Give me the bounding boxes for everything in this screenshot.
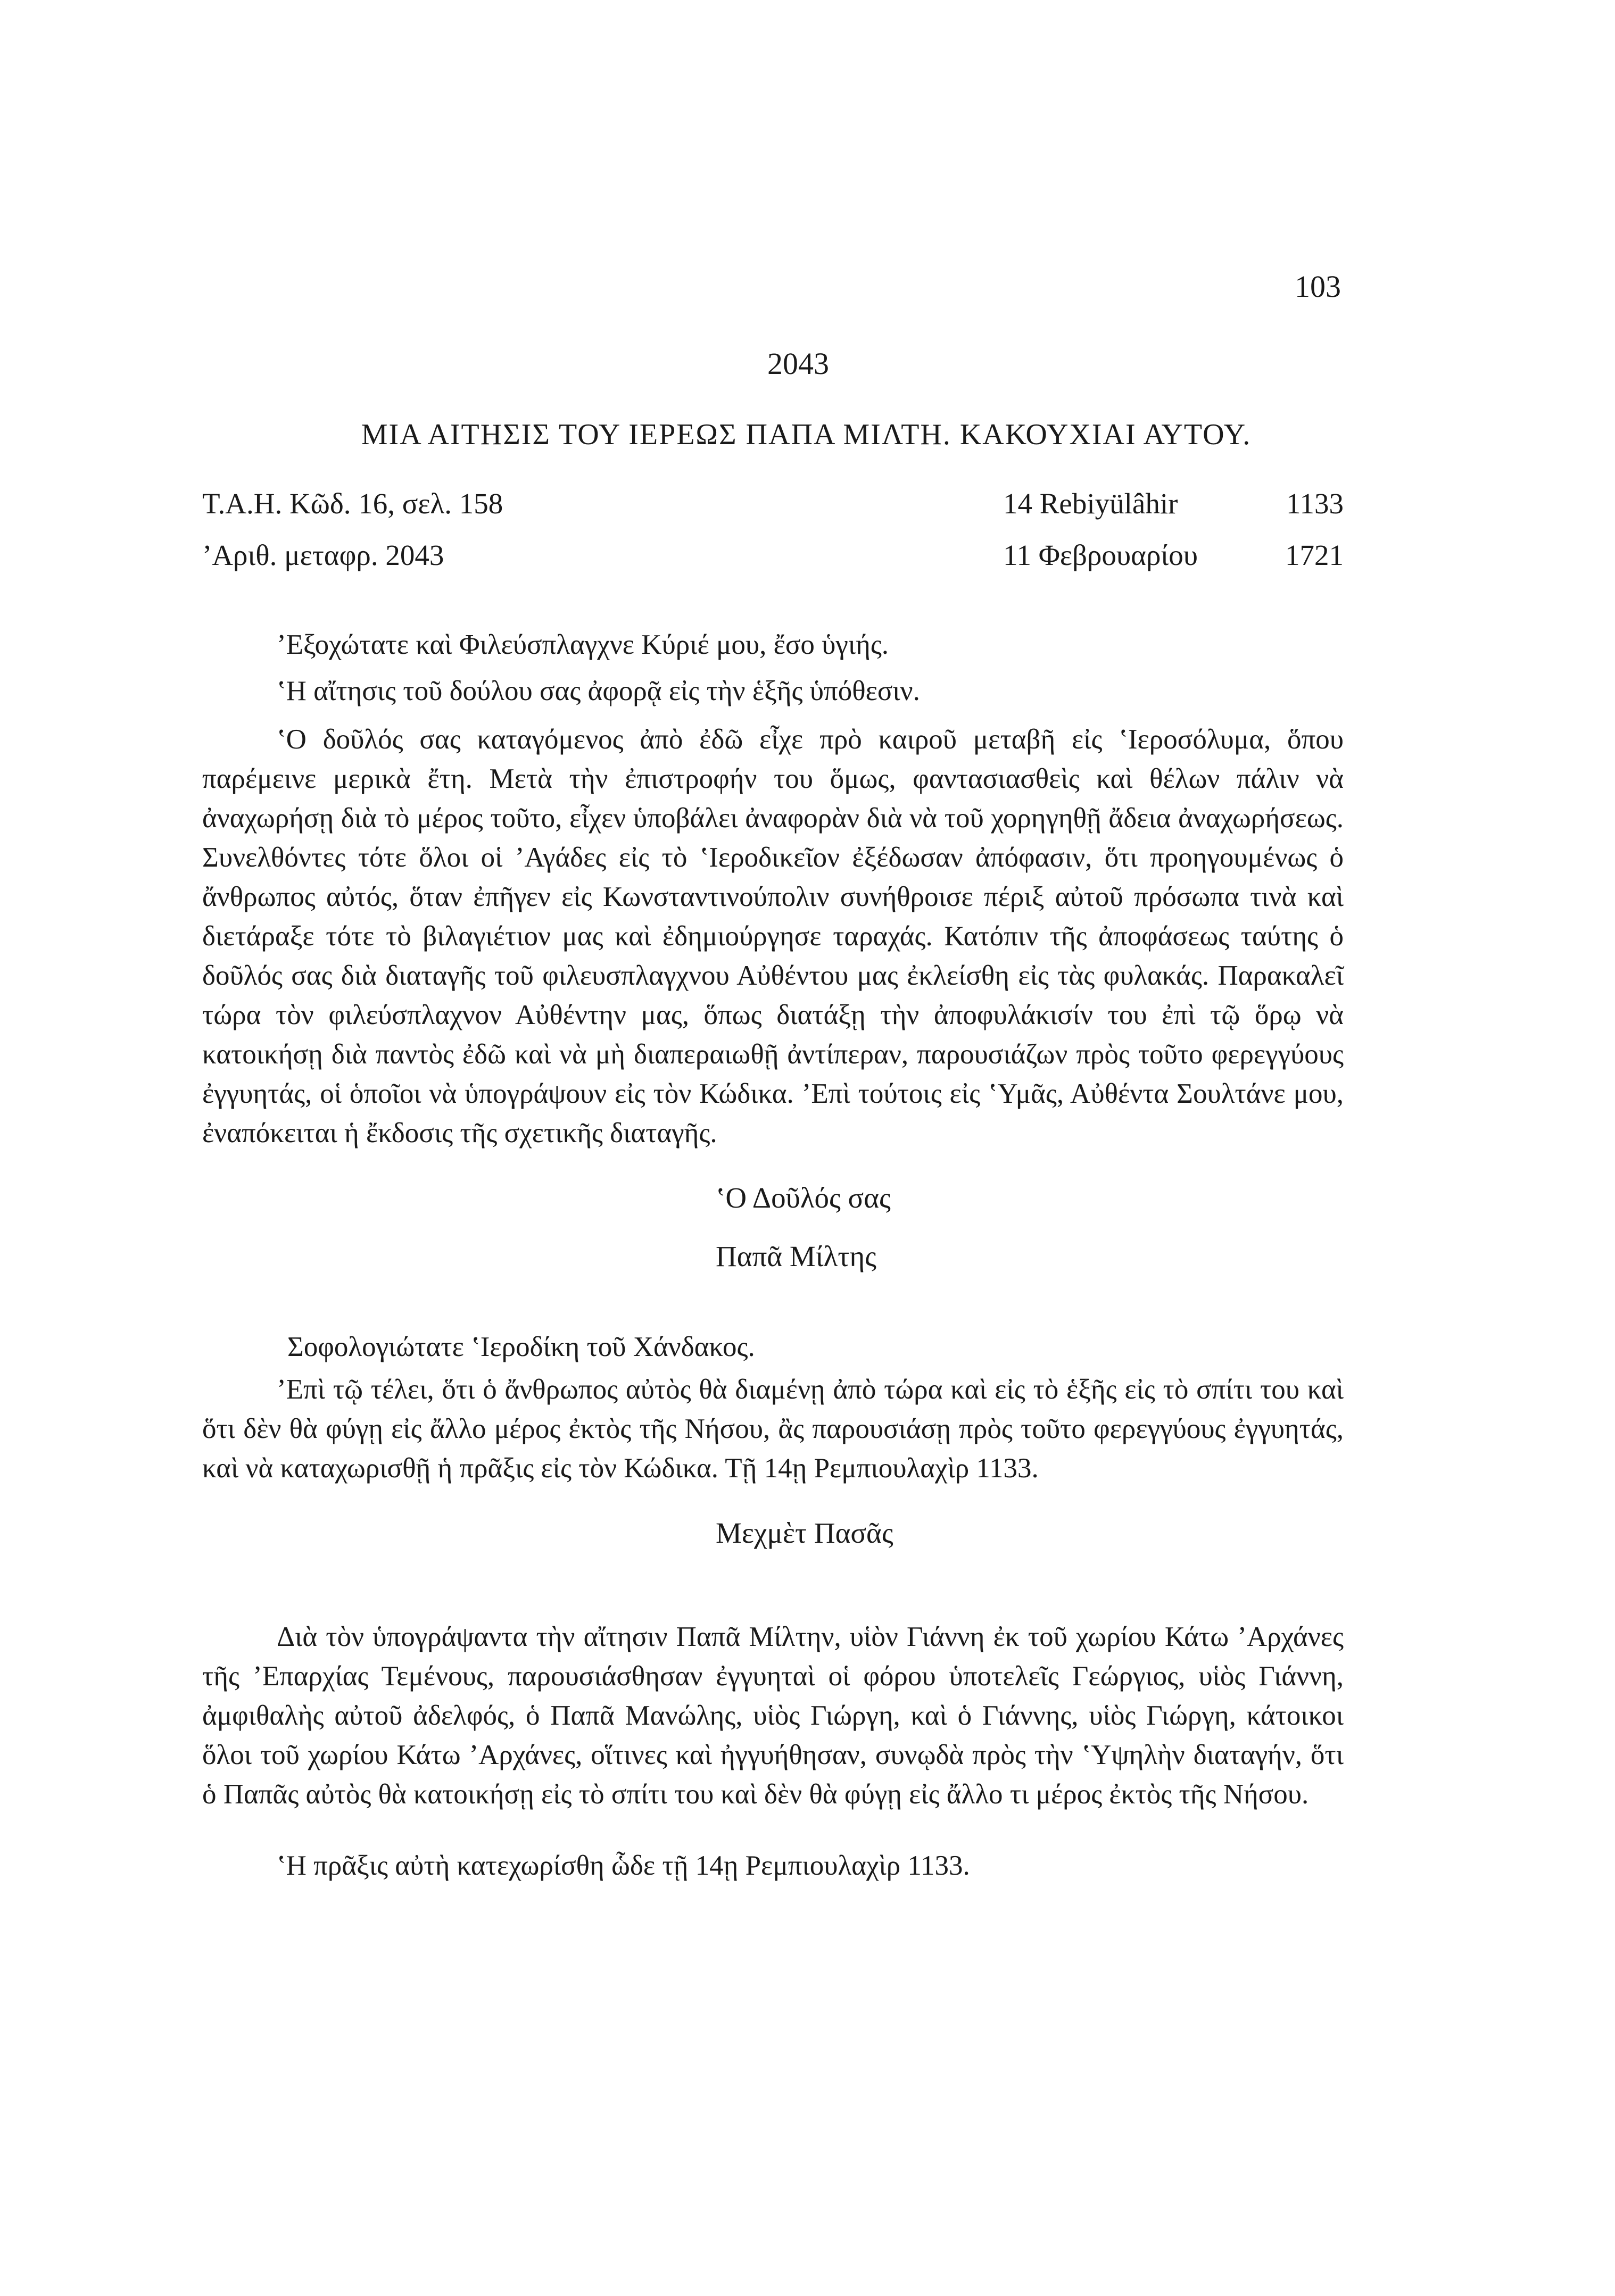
closing-formula: ʽΟ Δοῦλός σας <box>716 1182 891 1214</box>
meta-row-translation <box>202 538 1344 572</box>
greeting-line: ʼΕξοχώτατε καὶ Φιλεύσπλαγχνε Κύριέ μου, ἔσο ὑγιής. <box>277 629 889 660</box>
page-number: 103 <box>1295 269 1341 304</box>
meta-row-source <box>202 487 1344 520</box>
hijri-date <box>1003 487 1344 520</box>
document-number: 2043 <box>767 346 829 381</box>
source-reference: Τ.Α.Η. Κῶδ. 16, σελ. 158 <box>202 487 503 520</box>
pasha-order: ʼΕπὶ τῷ τέλει, ὅτι ὁ ἄνθρωπος αὐτὸς θὰ διαμένῃ ἀπὸ τώρα καὶ εἰς τὸ ἑξῆς εἰς τὸ σπίτι του καὶ ὅτι δὲν θὰ φύγῃ εἰς ἄλλο μέρος ἐκτὸς τῆς Νήσου, ἂς παρουσιάσῃ πρὸς τοῦτο φερεγγύους ἐγγυητάς, καὶ νὰ καταχωρισθῇ ἡ πρᾶξις εἰς τὸν Κώδικα. Τῇ 14ῃ Ρεμπιουλαχὶρ 1133. <box>202 1374 1344 1484</box>
document-title: ΜΙΑ ΑΙΤΗΣΙΣ ΤΟΥ ΙΕΡΕΩΣ ΠΑΠΑ ΜΙΛΤΗ. ΚΑΚΟΥΧΙΑΙ ΑΥΤΟΥ. <box>361 418 1252 451</box>
petitioner-signature: Παπᾶ Μίλτης <box>716 1240 876 1272</box>
gregorian-date-year: 1721 <box>1285 539 1344 571</box>
gregorian-date <box>1003 538 1344 572</box>
petition-body: ʽΟ δοῦλός σας καταγόμενος ἀπὸ ἐδῶ εἶχε πρὸ καιροῦ μεταβῆ εἰς ʽΙεροσόλυμα, ὅπου παρέμεινε μερικὰ ἔτη. Μετὰ τὴν ἐπιστροφήν του ὅμως, φαντασιασθεὶς καὶ θέλων πάλιν νὰ ἀναχωρήσῃ διὰ τὸ μέρος τοῦτο, εἶχεν ὑποβάλει ἀναφορὰν διὰ νὰ τοῦ χορηγηθῇ ἄδεια ἀναχωρήσεως. Συνελθόντες τότε ὅλοι οἱ ʼΑγάδες εἰς τὸ ʽΙεροδικεῖον ἐξέδωσαν ἀπόφασιν, ὅτι προηγουμένως ὁ ἄνθρωπος αὐτός, ὅταν ἐπῆγεν εἰς Κωνσταντινούπολιν συνήθροισε πέριξ αὐτοῦ πρόσωπα τινὰ καὶ διετάραξε τότε τὸ βιλαγιέτιον μας καὶ ἐδημιούργησε ταραχάς. Κατόπιν τῆς ἀποφάσεως ταύτης ὁ δοῦλός σας διὰ διαταγῆς τοῦ φιλευσπλαγχνου Αὐθέντου μας ἐκλείσθη εἰς τὰς φυλακάς. Παρακαλεῖ τώρα τὸν φιλεύσπλαχνον Αὐθέντην μας, ὅπως διατάξῃ τὴν ἀποφυλάκισίν του ἐπὶ τῷ ὅρῳ νὰ κατοικήσῃ διὰ παντὸς ἐδῶ καὶ νὰ μὴ διαπεραιωθῇ ἀντίπεραν, παρουσιάζων πρὸς τοῦτο φερεγγύους ἐγγυητάς, οἱ ὁποῖοι νὰ ὑπογράψουν εἰς τὸν Κώδικα. ʼΕπὶ τούτοις εἰς ʽΥμᾶς, Αὐθέντα Σουλτάνε μου, ἐναπόκειται ἡ ἔκδοσις τῆς σχετικῆς διαταγῆς. <box>202 724 1344 1149</box>
subject-line: ʽΗ αἴτησις τοῦ δούλου σας ἀφορᾷ εἰς τὴν ἑξῆς ὑπόθεσιν. <box>277 676 920 706</box>
pasha-signature: Μεχμὲτ Πασᾶς <box>716 1517 893 1549</box>
addressee-line: Σοφολογιώτατε ʽΙεροδίκη τοῦ Χάνδακος. <box>287 1332 755 1362</box>
guarantors-paragraph: Διὰ τὸν ὑπογράψαντα τὴν αἴτησιν Παπᾶ Μίλτην, υἱὸν Γιάννη ἐκ τοῦ χωρίου Κάτω ʼΑρχάνες τῆς ʼΕπαρχίας Τεμένους, παρουσιάσθησαν ἐγγυηταὶ οἱ φόρου ὑποτελεῖς Γεώργιος, υἱὸς Γιάννη, ἀμφιθαλὴς αὐτοῦ ἀδελφός, ὁ Παπᾶ Μανώλης, υἱὸς Γιώργη, καὶ ὁ Γιάννης, υἱὸς Γιώργη, κάτοικοι ὅλοι τοῦ χωρίου Κάτω ʼΑρχάνες, οἵτινες καὶ ἠγγυήθησαν, συνῳδὰ πρὸς τὴν ʽΥψηλὴν διαταγήν, ὅτι ὁ Παπᾶς αὐτὸς θὰ κατοικήσῃ εἰς τὸ σπίτι του καὶ δὲν θὰ φύγῃ εἰς ἄλλο τι μέρος ἐκτὸς τῆς Νήσου. <box>202 1621 1344 1810</box>
registration-note: ʽΗ πρᾶξις αὐτὴ κατεχωρίσθη ὧδε τῇ 14ῃ Ρεμπιουλαχὶρ 1133. <box>277 1850 970 1881</box>
translation-number: ʼΑριθ. μεταφρ. 2043 <box>202 539 444 571</box>
gregorian-date-day-month: 11 Φεβρουαρίου <box>1003 539 1198 571</box>
hijri-date-day-month: 14 Rebiyülâhir <box>1003 487 1178 520</box>
hijri-date-year: 1133 <box>1286 487 1344 520</box>
